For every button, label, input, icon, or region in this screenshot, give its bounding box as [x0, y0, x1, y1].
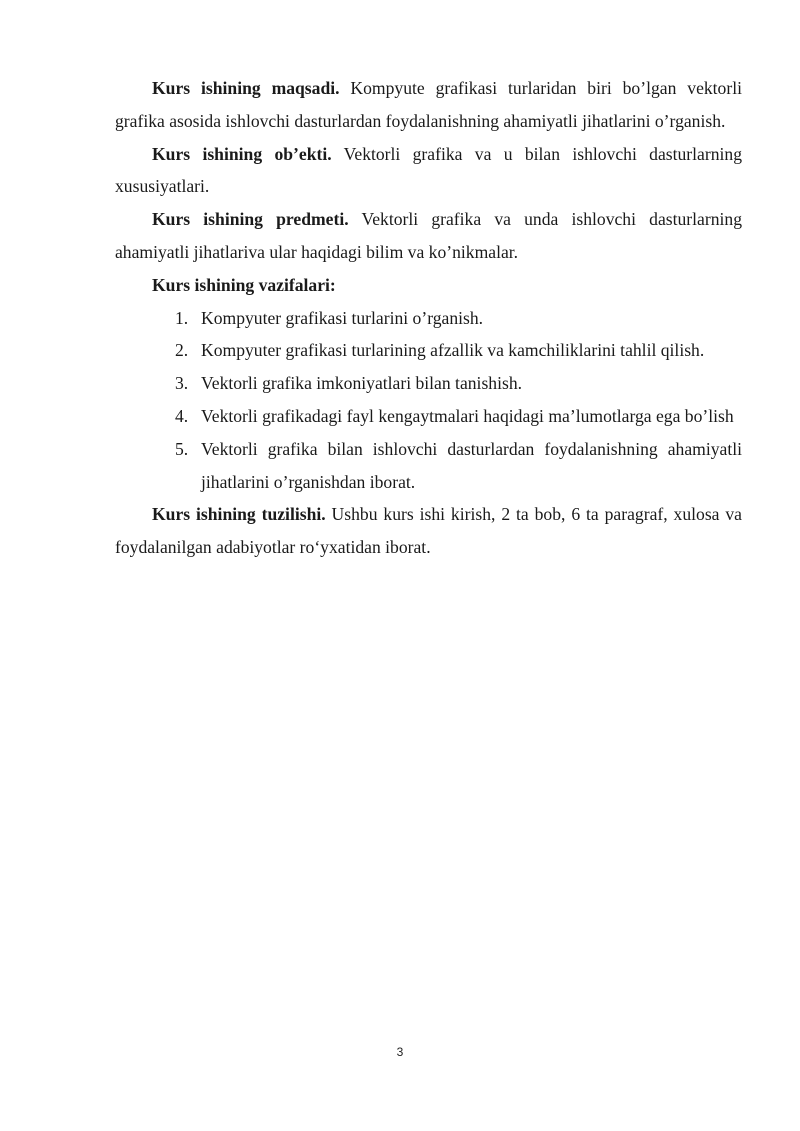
- list-item-number: 5.: [175, 438, 189, 459]
- list-item: [115, 433, 742, 499]
- goal-text: Kompyute grafikasi turlaridan biri bo’lgan vektorli grafika asosida ishlovchi dasturlardan foydalanishning ahamiyatli jihatlarini o’rganish.: [115, 78, 742, 131]
- subject-text: Vektorli grafika va unda ishlovchi dasturlarning ahamiyatli jihatlariva ular haqidagi bilim va ko’nikmalar.: [115, 209, 742, 262]
- structure-label: Kurs ishining tuzilishi.: [152, 504, 326, 525]
- paragraph-object: [115, 138, 742, 204]
- structure-text: Ushbu kurs ishi kirish, 2 ta bob, 6 ta paragraf, xulosa va foydalanilgan adabiyotlar ro‘yxatidan iborat.: [115, 504, 742, 558]
- subject-label: Kurs ishining predmeti.: [152, 209, 349, 230]
- page-content: [115, 72, 742, 564]
- list-item-text: Vektorli grafika imkoniyatlari bilan tanishish.: [201, 373, 523, 394]
- list-item-number: 4.: [175, 405, 189, 426]
- page-number: 3: [396, 1045, 404, 1059]
- list-item-text: Kompyuter grafikasi turlarining afzallik va kamchiliklarini tahlil qilish.: [201, 340, 705, 361]
- tasks-heading: Kurs ishining vazifalari:: [152, 274, 336, 295]
- paragraph-structure: [115, 498, 742, 564]
- list-item-number: 1.: [175, 307, 189, 328]
- list-item-number: 2.: [175, 340, 189, 361]
- list-item: [115, 334, 742, 367]
- list-item-text: Vektorli grafikadagi fayl kengaytmalari haqidagi ma’lumotlarga ega bo’lish: [201, 405, 734, 426]
- tasks-list: [115, 302, 742, 499]
- paragraph-subject: [115, 203, 742, 269]
- list-item-number: 3.: [175, 373, 189, 394]
- list-item-text: Kompyuter grafikasi turlarini o’rganish.: [201, 307, 484, 328]
- goal-label: Kurs ishining maqsadi.: [152, 78, 340, 98]
- list-item: [115, 302, 742, 335]
- object-label: Kurs ishining ob’ekti.: [152, 143, 332, 164]
- object-text: Vektorli grafika va u bilan ishlovchi dasturlarning xususiyatlari.: [115, 143, 743, 197]
- paragraph-goal: [115, 72, 742, 138]
- list-item: [115, 400, 742, 433]
- list-item: [115, 367, 742, 400]
- list-item-text: Vektorli grafika bilan ishlovchi dasturlardan foydalanishning ahamiyatli jihatlarini o’rganishdan iborat.: [201, 438, 742, 492]
